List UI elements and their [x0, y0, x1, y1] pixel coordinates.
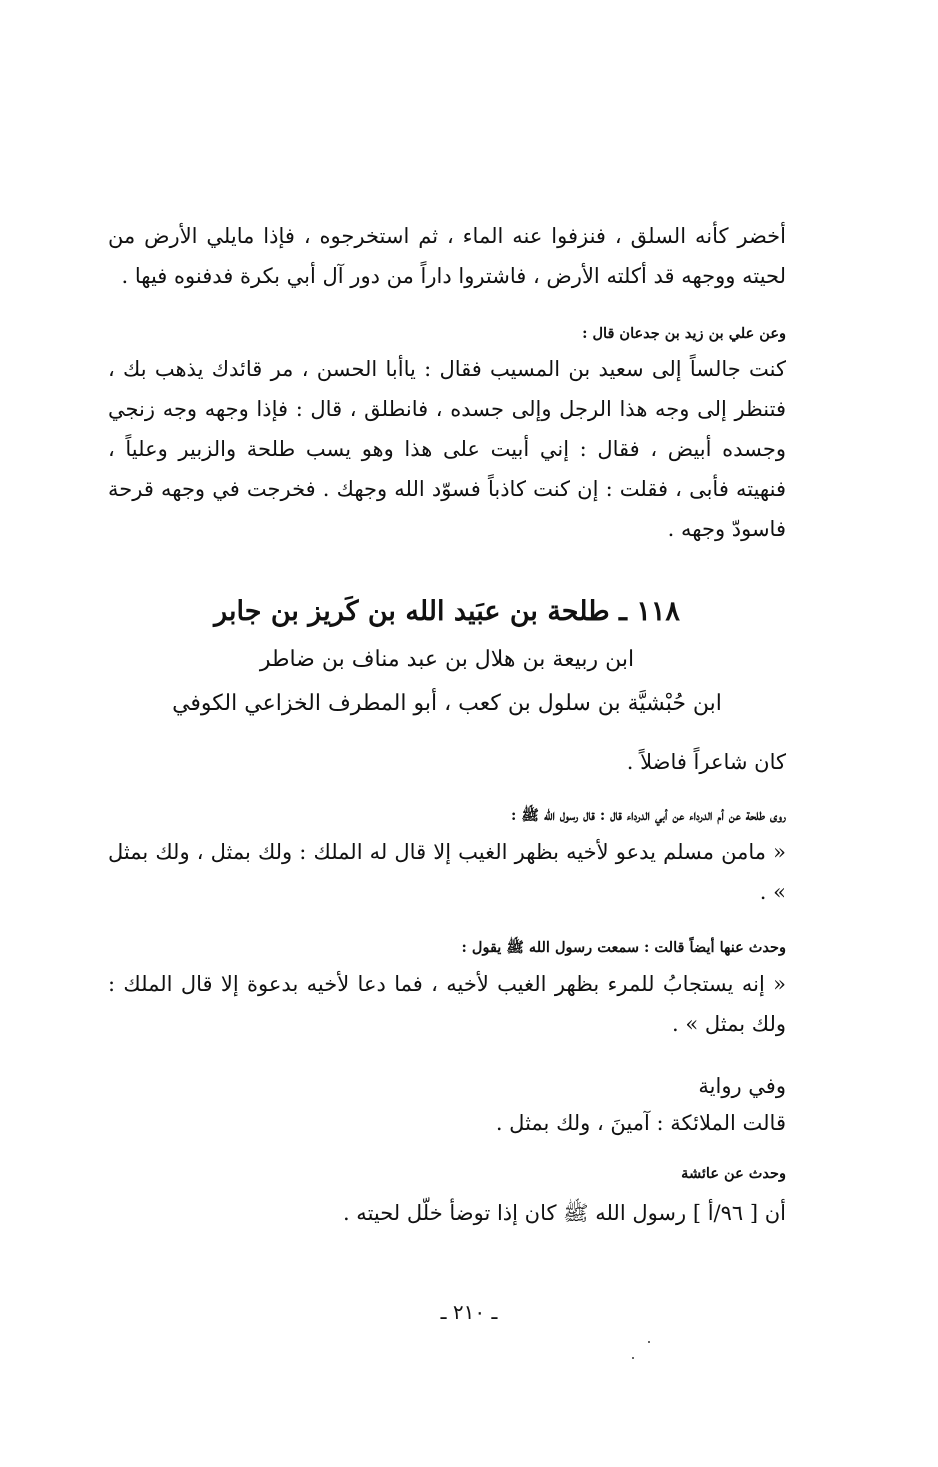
isnad-ali-ibn-zayd: وعن علي بن زيد بن جدعان قال : — [582, 325, 786, 342]
hadith-3: أن [ ٩٦/أ ] رسول الله ﷺ كان إذا توضأ خلّل لحيته . — [342, 1201, 786, 1225]
entry-description: كان شاعراً فاضلاً . — [626, 750, 786, 774]
isnad-talha: روى طلحة عن أم الدرداء عن أبي الدرداء قال : قال رسول الله ﷺ : — [511, 807, 786, 824]
entry-title: ١١٨ ـ طلحة بن عبَيد الله بن كَريز بن جابر — [214, 596, 680, 627]
hadith-1: « مامن مسلم يدعو لأخيه بظهر الغيب إلا قال له الملك : ولك بمثل ، ولك بمثل » . — [108, 840, 786, 904]
variant-label: وفي رواية — [698, 1074, 786, 1098]
scan-speck — [648, 1341, 650, 1343]
top-paragraph: أخضر كأنه السلق ، فنزفوا عنه الماء ، ثم استخرجوه ، فإذا مايلي الأرض من لحيته ووجهه قد أكلته الأرض ، فاشتروا داراً من دور آل أبي بكرة فدفنوه فيها . — [108, 224, 786, 288]
page-number: ـ ٢١٠ ـ — [440, 1300, 498, 1324]
entry-lineage-1: ابن ربيعة بن هلال بن عبد مناف بن ضاطر — [259, 647, 635, 672]
isnad-aisha: وحدث عن عائشة — [681, 1165, 786, 1182]
variant-text: قالت الملائكة : آمينَ ، ولك بمثل . — [495, 1111, 786, 1135]
isnad-umm-darda: وحدث عنها أيضاً قالت : سمعت رسول الله ﷺ يقول : — [461, 939, 786, 956]
story-paragraph: كنت جالساً إلى سعيد بن المسيب فقال : ياأبا الحسن ، مر قائدك يذهب بك ، فتنظر إلى وجه هذا الرجل وإلى جسده ، فانطلق ، قال : فإذا وجهه وجه زنجي وجسده أبيض ، فقال : إني أبيت على هذا وهو يسب طلحة والزبير وعلياً ، فنهيته فأبى ، فقلت : إن كنت كاذباً فسوّد الله وجهك . فخرجت في وجهه قرحة فاسودّ وجهه . — [108, 357, 786, 541]
entry-lineage-2: ابن حُبْشيَّة بن سلول بن كعب ، أبو المطرف الخزاعي الكوفي — [172, 691, 722, 716]
scan-speck — [632, 1357, 634, 1359]
hadith-2: « إنه يستجابُ للمرء بظهر الغيب لأخيه ، فما دعا لأخيه بدعوة إلا قال الملك : ولك بمثل » . — [108, 972, 786, 1036]
